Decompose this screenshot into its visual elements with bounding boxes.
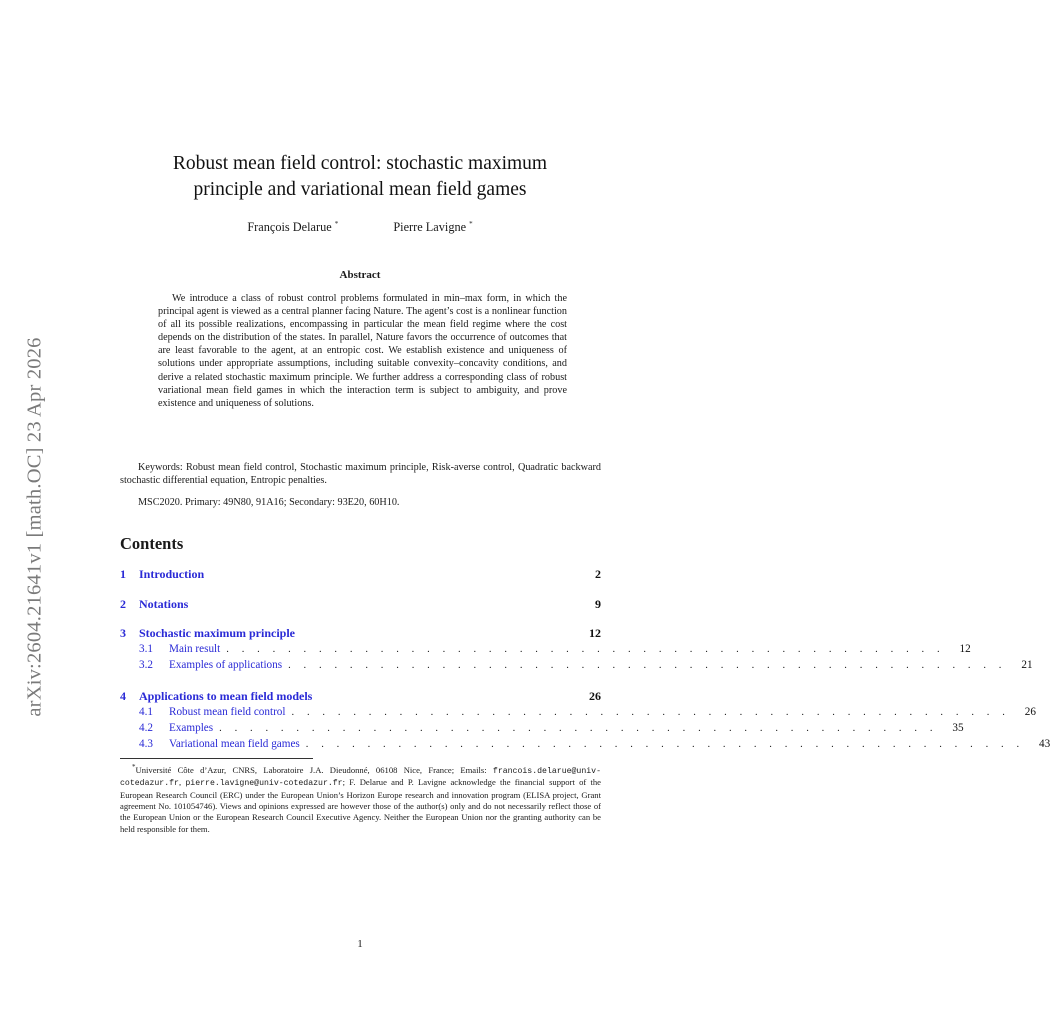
contents-heading: Contents: [120, 534, 184, 553]
toc-section-title[interactable]: Stochastic maximum principle: [139, 626, 295, 640]
toc-leader-dots: . . . . . . . . . . . . . . . . . . . . . . . . . . . . . . . . . . . . . . . . . . . . . . .: [305, 739, 1025, 750]
toc-leader-dots: . . . . . . . . . . . . . . . . . . . . . . . . . . . . . . . . . . . . . . . . . . . . . . .: [291, 707, 1010, 718]
toc-subsection-3-1[interactable]: [139, 643, 971, 655]
author-2-name: Pierre Lavigne: [393, 220, 467, 235]
toc-section-title[interactable]: Notations: [139, 597, 189, 611]
toc-subsection-number: 3.2: [139, 659, 153, 671]
footnote: [120, 762, 601, 835]
toc-subsection-page: 35: [952, 722, 964, 734]
paper-title: [120, 151, 600, 203]
toc-subsection-4-3[interactable]: [139, 738, 1050, 750]
toc-subsection-title[interactable]: Variational mean field games: [169, 738, 300, 750]
toc-subsection-page: 21: [1021, 659, 1033, 671]
toc-section-number: 2: [120, 597, 126, 611]
page-number: 1: [357, 938, 363, 950]
toc-subsection-number: 3.1: [139, 643, 153, 655]
abstract-heading: Abstract: [339, 269, 381, 281]
footnote-rule: [120, 758, 313, 759]
author-1-name: François Delarue: [247, 220, 332, 235]
author-list: [120, 220, 600, 235]
toc-leader-dots: . . . . . . . . . . . . . . . . . . . . . . . . . . . . . . . . . . . . . . . . . . . . . . .: [288, 660, 1007, 671]
toc-section-3[interactable]: [120, 626, 601, 641]
toc-subsection-title[interactable]: Examples: [169, 722, 214, 734]
toc-section-1[interactable]: [120, 567, 601, 582]
toc-subsection-4-2[interactable]: [139, 722, 964, 734]
toc-section-4[interactable]: [120, 689, 601, 704]
toc-section-page: 26: [589, 689, 601, 703]
toc-subsection-page: 43: [1039, 738, 1050, 750]
title-line-1: Robust mean field control: stochastic maximum: [172, 153, 548, 174]
title-line-2: principle and variational mean field games: [193, 179, 527, 200]
toc-subsection-title[interactable]: Main result: [169, 643, 221, 655]
toc-section-title[interactable]: Introduction: [139, 567, 205, 581]
author-2-mark: *: [469, 220, 473, 228]
toc-subsection-4-1[interactable]: [139, 706, 1036, 718]
footnote-email-2[interactable]: pierre.lavigne@univ-cotedazur.fr: [185, 779, 343, 789]
toc-subsection-number: 4.1: [139, 706, 153, 718]
toc-subsection-page: 12: [959, 643, 971, 655]
arxiv-id: arXiv:2604.21641v1 [math.OC] 23 Apr 2026: [23, 337, 46, 717]
author-1-mark: *: [334, 220, 339, 228]
toc-section-page: 12: [589, 626, 601, 640]
toc-section-number: 1: [120, 567, 126, 581]
toc-section-number: 3: [120, 626, 126, 640]
toc-leader-dots: . . . . . . . . . . . . . . . . . . . . . . . . . . . . . . . . . . . . . . . . . . . . . . .: [226, 644, 945, 655]
toc-subsection-number: 4.2: [139, 722, 153, 734]
toc-leader-dots: . . . . . . . . . . . . . . . . . . . . . . . . . . . . . . . . . . . . . . . . . . . . . . .: [219, 723, 938, 734]
toc-subsection-3-2[interactable]: [139, 659, 1033, 671]
toc-subsection-number: 4.3: [139, 738, 153, 750]
toc-section-page: 9: [595, 597, 601, 611]
abstract-text: We introduce a class of robust control problems formulated in min–max form, in which the principal agent is viewed as a central planner facing Nature. The agent’s cost is a nonlinear function of all its possible realizations, encompassing in particular the mean field regime where the cost depends on the distribution of the states. In parallel, Nature favors the occurrence of outcomes that are least favorable to the agent, at an entropic cost. We establish existence and uniqueness of solutions under appropriate assumptions, including suitable convexity–concavity conditions, and derive a related stochastic maximum principle. We further address a corresponding class of robust variational mean field games in which the interaction term is subject to ambiguity, and prove existence and uniqueness of solutions.: [158, 293, 567, 409]
toc-section-number: 4: [120, 689, 126, 703]
author-1: [247, 220, 338, 234]
arxiv-sidebar-stamp: [10, 297, 60, 757]
toc-section-2[interactable]: [120, 597, 601, 612]
author-2: [393, 220, 472, 234]
toc-section-title[interactable]: Applications to mean field models: [139, 689, 313, 703]
toc-subsection-title[interactable]: Examples of applications: [169, 659, 283, 671]
footnote-funding: ; F. Delarue and P. Lavigne acknowledge the financial support of the European Research Council (ERC) under the European Union’s Horizon Europe research and innovation program (ELISA project, Grant agreement No. 101054746). Views and opinions expressed are however those of the author(s) only and do not necessarily reflect those of the European Union or the European Research Council Executive Agency. Neither the European Union nor the granting authority can be held responsible for them.: [120, 777, 601, 834]
msc-classification: MSC2020. Primary: 49N80, 91A16; Secondary: 93E20, 60H10.: [138, 497, 400, 508]
keywords: Keywords: Robust mean field control, Stochastic maximum principle, Risk-averse control, Quadratic backward stochastic differential equation, Entropic penalties.: [120, 462, 601, 487]
toc-subsection-page: 26: [1024, 706, 1036, 718]
toc-section-page: 2: [595, 567, 601, 581]
footnote-affiliation: Université Côte d’Azur, CNRS, Laboratoire J.A. Dieudonné, 06108 Nice, France; Emails:: [135, 764, 487, 775]
footnote-email-1[interactable]: francois.delarue@univ-cotedazur.fr: [120, 766, 601, 789]
toc-subsection-title[interactable]: Robust mean field control: [169, 706, 286, 718]
footnote-mark: *: [132, 763, 136, 771]
footnote-separator: ,: [178, 777, 186, 788]
